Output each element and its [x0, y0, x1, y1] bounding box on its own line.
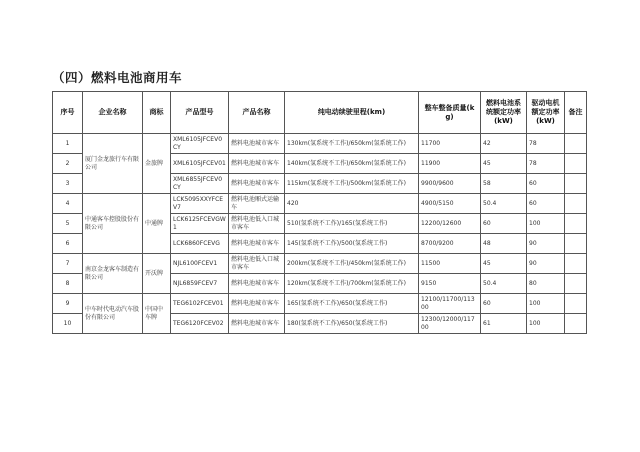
- header-model: 产品型号: [171, 92, 229, 134]
- cell-product: 燃料电池城市客车: [229, 274, 285, 294]
- table-row: [53, 254, 587, 274]
- cell-model: NJL6859FCEV7: [171, 274, 229, 294]
- cell-note: [565, 174, 587, 194]
- cell-product: 燃料电池城市客车: [229, 234, 285, 254]
- header-note: 备注: [565, 92, 587, 134]
- cell-seq: 1: [53, 134, 83, 154]
- cell-fuel-power: 60: [481, 294, 527, 314]
- cell-product: 燃料电池城市客车: [229, 314, 285, 334]
- cell-company: 南京金龙客车制造有限公司: [83, 254, 143, 294]
- cell-product: 燃料电池城市客车: [229, 294, 285, 314]
- cell-motor-power: 100: [527, 294, 565, 314]
- cell-range: 130km(氢系统不工作)/650km(氢系统工作): [285, 134, 419, 154]
- cell-model: LCK5095XXYFCEV7: [171, 194, 229, 214]
- cell-company: 中通客车控股股份有限公司: [83, 194, 143, 254]
- cell-seq: 4: [53, 194, 83, 214]
- cell-fuel-power: 45: [481, 154, 527, 174]
- cell-product: 燃料电池城市客车: [229, 174, 285, 194]
- header-range: 纯电动续驶里程(km): [285, 92, 419, 134]
- cell-note: [565, 214, 587, 234]
- cell-seq: 6: [53, 234, 83, 254]
- cell-fuel-power: 60: [481, 214, 527, 234]
- header-row: [53, 92, 587, 134]
- cell-mass: 12100/11700/11300: [419, 294, 481, 314]
- table-row: [53, 294, 587, 314]
- cell-brand: 开沃牌: [143, 254, 171, 294]
- cell-mass: 4900/5150: [419, 194, 481, 214]
- cell-product: 燃料电池低入口城市客车: [229, 214, 285, 234]
- header-mass: 整车整备质量(kg): [419, 92, 481, 134]
- header-company: 企业名称: [83, 92, 143, 134]
- cell-range: 115km(氢系统不工作)/500km(氢系统工作): [285, 174, 419, 194]
- cell-note: [565, 154, 587, 174]
- table-row: [53, 134, 587, 154]
- cell-note: [565, 294, 587, 314]
- cell-fuel-power: 45: [481, 254, 527, 274]
- cell-range: 180(氢系统不工作)/650(氢系统工作): [285, 314, 419, 334]
- cell-motor-power: 78: [527, 154, 565, 174]
- cell-seq: 2: [53, 154, 83, 174]
- cell-motor-power: 80: [527, 274, 565, 294]
- cell-range: 120km(氢系统不工作)/700km(氢系统工作): [285, 274, 419, 294]
- cell-seq: 3: [53, 174, 83, 194]
- cell-seq: 10: [53, 314, 83, 334]
- cell-mass: 12200/12600: [419, 214, 481, 234]
- cell-model: LCK6860FCEVG: [171, 234, 229, 254]
- cell-motor-power: 60: [527, 174, 565, 194]
- cell-fuel-power: 48: [481, 234, 527, 254]
- cell-fuel-power: 50.4: [481, 194, 527, 214]
- cell-note: [565, 234, 587, 254]
- cell-fuel-power: 50.4: [481, 274, 527, 294]
- cell-range: 200km(氢系统不工作)/450km(氢系统工作): [285, 254, 419, 274]
- cell-fuel-power: 42: [481, 134, 527, 154]
- cell-range: 510(氢系统不工作)/165(氢系统工作): [285, 214, 419, 234]
- cell-note: [565, 134, 587, 154]
- cell-product: 燃料电池低入口城市客车: [229, 254, 285, 274]
- cell-range: 165(氢系统不工作)/650(氢系统工作): [285, 294, 419, 314]
- cell-mass: 12300/12000/11700: [419, 314, 481, 334]
- cell-motor-power: 90: [527, 234, 565, 254]
- header-product: 产品名称: [229, 92, 285, 134]
- header-seq: 序号: [53, 92, 83, 134]
- cell-model: XML6855JFCEV0CY: [171, 174, 229, 194]
- cell-range: 140km(氢系统不工作)/650km(氢系统工作): [285, 154, 419, 174]
- cell-note: [565, 274, 587, 294]
- cell-seq: 7: [53, 254, 83, 274]
- cell-motor-power: 90: [527, 254, 565, 274]
- cell-motor-power: 100: [527, 314, 565, 334]
- cell-range: 145(氢系统不工作)/500(氢系统工作): [285, 234, 419, 254]
- header-brand: 商标: [143, 92, 171, 134]
- cell-motor-power: 78: [527, 134, 565, 154]
- cell-model: TEG6102FCEV01: [171, 294, 229, 314]
- cell-mass: 11500: [419, 254, 481, 274]
- cell-product: 燃料电池城市客车: [229, 134, 285, 154]
- table-row: [53, 194, 587, 214]
- cell-note: [565, 254, 587, 274]
- cell-mass: 8700/9200: [419, 234, 481, 254]
- cell-fuel-power: 58: [481, 174, 527, 194]
- cell-brand: 金旅牌: [143, 134, 171, 194]
- cell-model: XML6105JFCEV01: [171, 154, 229, 174]
- cell-model: XML6105JFCEV0CY: [171, 134, 229, 154]
- cell-mass: 9900/9600: [419, 174, 481, 194]
- cell-seq: 9: [53, 294, 83, 314]
- cell-company: 中车时代电动汽车股份有限公司: [83, 294, 143, 334]
- cell-company: 厦门金龙旅行车有限公司: [83, 134, 143, 194]
- vehicle-table: [52, 91, 587, 334]
- cell-seq: 5: [53, 214, 83, 234]
- cell-note: [565, 194, 587, 214]
- cell-product: 燃料电池厢式运输车: [229, 194, 285, 214]
- cell-model: LCK6125FCEVGW1: [171, 214, 229, 234]
- cell-fuel-power: 61: [481, 314, 527, 334]
- section-heading: （四）燃料电池商用车: [52, 70, 183, 85]
- cell-seq: 8: [53, 274, 83, 294]
- cell-motor-power: 100: [527, 214, 565, 234]
- cell-product: 燃料电池城市客车: [229, 154, 285, 174]
- cell-mass: 11900: [419, 154, 481, 174]
- cell-range: 420: [285, 194, 419, 214]
- cell-mass: 9150: [419, 274, 481, 294]
- cell-note: [565, 314, 587, 334]
- header-motor-power: 驱动电机额定功率(kW): [527, 92, 565, 134]
- cell-motor-power: 60: [527, 194, 565, 214]
- header-fuel-power: 燃料电池系统额定功率(kW): [481, 92, 527, 134]
- cell-mass: 11700: [419, 134, 481, 154]
- cell-brand: 中通牌: [143, 194, 171, 254]
- cell-model: TEG6120FCEV02: [171, 314, 229, 334]
- cell-brand: 中国中车牌: [143, 294, 171, 334]
- cell-model: NJL6100FCEV1: [171, 254, 229, 274]
